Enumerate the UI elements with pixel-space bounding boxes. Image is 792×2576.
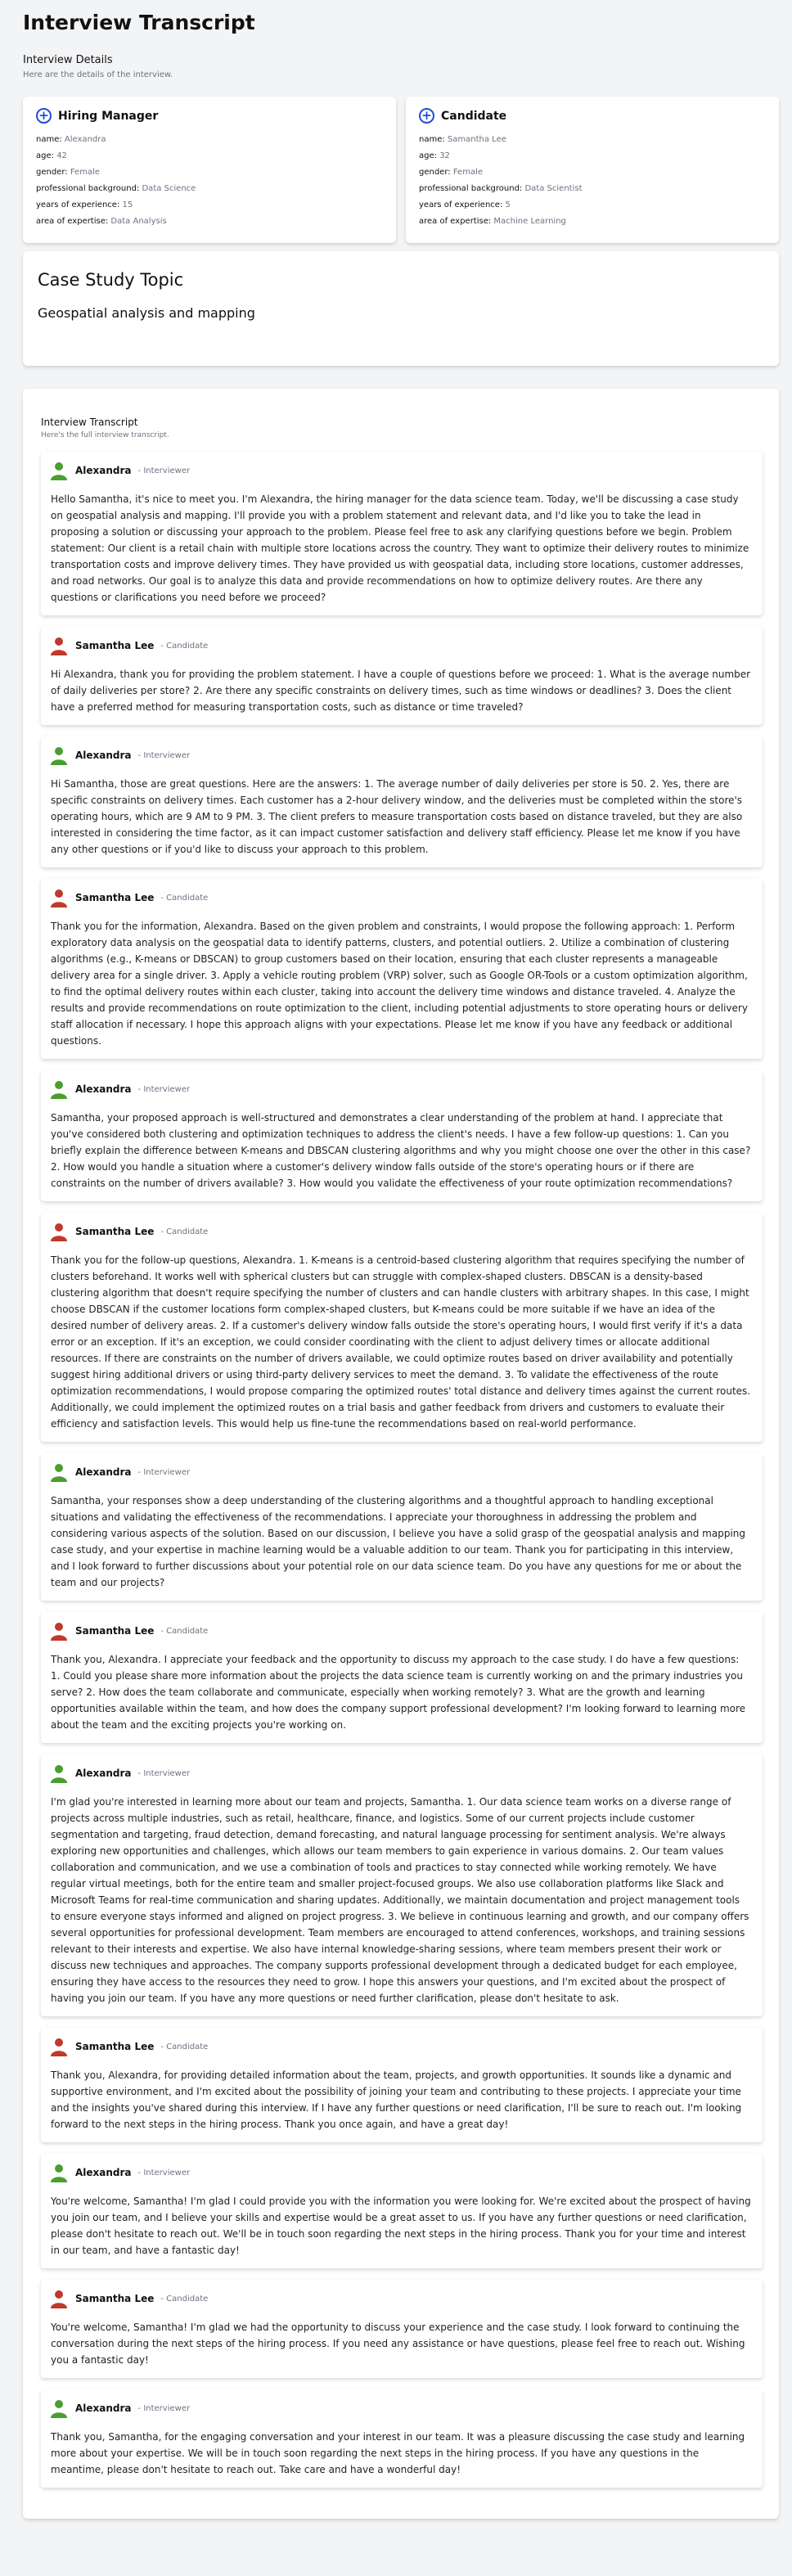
message-header xyxy=(49,2398,751,2419)
message-text: I'm glad you're interested in learning more about our team and projects, Samantha. 1. Our data science team works on a diverse range of projects across multiple industries, such as retail, healthcare, finance, and logistics. Some of our current projects include customer segmentation and targeting, fraud detection, demand forecasting, and natural language processing for sentiment analysis. We're always exploring new opportunities and challenges, which allows our team members to gain experience in various domains. 2. Our team values collaboration and communication, and we use a combination of tools and practices to stay connected while working remotely. We have regular virtual meetings, both for the entire team and smaller project-focused groups. We also use collaboration platforms like Slack and Microsoft Teams for real-time communication and sharing updates. Additionally, we maintain documentation and project management tools to ensure everyone stays informed and aligned on project progress. 3. We believe in continuous learning and growth, and our company offers several opportunities for professional development. Team members are encouraged to attend conferences, workshops, and training sessions relevant to their interests and expertise. We also have internal knowledge-sharing sessions, where team members present their work or discuss new techniques and approaches. The company supports professional development through a dedicated budget for each employee, ensuring they have access to the resources they need to grow. I hope this answers your questions, and I'm excited about the prospect of having you join our team. If you have any more questions or need further clarification, please don't hesitate to ask. xyxy=(51,1796,749,2004)
message xyxy=(41,736,763,867)
speaker-name: Alexandra xyxy=(75,2403,132,2414)
case-study-topic: Geospatial analysis and mapping xyxy=(38,305,255,321)
speaker-name: Alexandra xyxy=(75,1466,132,1478)
message-header xyxy=(49,2162,751,2183)
user-avatar-icon xyxy=(49,2037,69,2056)
attribute-label: age: xyxy=(36,151,54,160)
user-avatar-icon xyxy=(49,1222,69,1241)
attribute-value: Data Scientist xyxy=(524,184,583,193)
attribute-label: gender: xyxy=(419,168,451,177)
message xyxy=(41,452,763,615)
speaker-name: Samantha Lee xyxy=(75,1226,155,1237)
message-header xyxy=(49,1079,751,1100)
attribute-list xyxy=(36,132,383,230)
speaker-role: - Interviewer xyxy=(137,466,191,475)
speaker-name: Samantha Lee xyxy=(75,2293,155,2304)
user-avatar-icon xyxy=(49,1462,69,1482)
message xyxy=(41,1213,763,1442)
attribute-label: professional background: xyxy=(36,184,140,193)
case-study-card xyxy=(23,251,779,366)
message-text: Thank you, Samantha, for the engaging conversation and your interest in our team. It was a pleasure discussing the case study and learning more about your expertise. We will be in touch soon regarding the next steps in the hiring process. If you have any questions in the meantime, please don't hesitate to reach out. Take care and have a wonderful day! xyxy=(51,2431,745,2475)
attribute-experience xyxy=(419,197,766,214)
message xyxy=(41,627,763,725)
user-avatar-icon xyxy=(49,745,69,765)
attribute-value: Data Science xyxy=(142,184,196,193)
attribute-value: Machine Learning xyxy=(493,217,566,226)
user-avatar-icon xyxy=(49,461,69,480)
user-avatar-icon xyxy=(49,2163,69,2182)
user-avatar-icon xyxy=(49,636,69,655)
message-header xyxy=(49,745,751,766)
speaker-role: - Interviewer xyxy=(137,2168,191,2177)
speaker-name: Samantha Lee xyxy=(75,1625,155,1637)
message xyxy=(41,879,763,1059)
speaker-name: Samantha Lee xyxy=(75,2041,155,2052)
attribute-name xyxy=(36,132,383,148)
attribute-value: Data Analysis xyxy=(110,217,167,226)
message-text: Hi Samantha, those are great questions. Here are the answers: 1. The average number of daily deliveries per store is 50. 2. Yes, there are specific constraints on delivery times. Each customer has a 2-hour delivery window, and the deliveries must be completed within the store's operating hours, which are 9 AM to 9 PM. 3. The client prefers to measure transportation costs based on distance traveled, but they are also interested in considering the time factor, as it can impact customer satisfaction and delivery staff efficiency. Please let me know if you have any other questions or if you'd like to discuss your approach to this problem. xyxy=(51,778,743,855)
message-text: Thank you, Alexandra, for providing detailed information about the team, projects, and growth opportunities. It sounds like a dynamic and supportive environment, and I'm excited about the possibility of joining your team and contributing to these projects. I appreciate your time and the insights you've shared during this interview. If I have any further questions or need clarification, I'll be sure to reach out. I'm looking forward to the next steps in the hiring process. Thank you once again, and have a great day! xyxy=(51,2069,742,2130)
speaker-name: Alexandra xyxy=(75,465,132,476)
attribute-value: 32 xyxy=(439,151,450,160)
attribute-value: Female xyxy=(452,168,484,177)
speaker-role: - Interviewer xyxy=(137,1768,191,1778)
speaker-name: Alexandra xyxy=(75,1768,132,1779)
attribute-value: Female xyxy=(70,168,101,177)
attribute-value: 15 xyxy=(122,200,133,209)
message-list xyxy=(41,452,763,2488)
message-text: Samantha, your proposed approach is well-structured and demonstrates a clear understanding of the problem at hand. I appreciate that you've considered both clustering and optimization techniques to address the client's needs. I have a few follow-up questions: 1. Can you briefly explain the difference between K-means and DBSCAN clustering algorithms and why you might choose one over the other in this case? 2. How would you handle a situation where a customer's delivery window falls outside of the store's operating hours or if there are constraints on the number of drivers available? 3. How would you validate the effectiveness of your route optimization recommendations? xyxy=(51,1112,751,1189)
user-avatar-icon xyxy=(49,1621,69,1641)
message-header xyxy=(49,1221,751,1242)
message-header xyxy=(49,460,751,481)
details-subtitle: Here are the details of the interview. xyxy=(23,70,173,79)
message xyxy=(41,1612,763,1743)
speaker-name: Samantha Lee xyxy=(75,640,155,651)
attribute-age xyxy=(36,148,383,164)
attribute-label: age: xyxy=(419,151,437,160)
profile-role: Candidate xyxy=(441,109,507,123)
profile-role: Hiring Manager xyxy=(58,109,159,123)
attribute-label: years of experience: xyxy=(36,200,120,209)
speaker-name: Alexandra xyxy=(75,2167,132,2178)
profile-header xyxy=(419,108,766,124)
message-text: Thank you, Alexandra. I appreciate your feedback and the opportunity to discuss my approach to the case study. I do have a few questions: 1. Could you please share more information about the projects the data science team is currently working on and the primary industries you serve? 2. How does the team collaborate and communicate, especially when working remotely? 3. What are the growth and learning opportunities available within the team, and how does the company support professional development? I'm looking forward to learning more about the team and the exciting projects you're working on. xyxy=(51,1654,746,1731)
attribute-value: Samantha Lee xyxy=(447,135,506,144)
attribute-list xyxy=(419,132,766,230)
attribute-age xyxy=(419,148,766,164)
message-header xyxy=(49,1620,751,1642)
speaker-name: Alexandra xyxy=(75,750,132,761)
transcript-subtitle: Here's the full interview transcript. xyxy=(41,431,169,439)
attribute-value: 5 xyxy=(505,200,511,209)
speaker-role: - Candidate xyxy=(160,893,209,903)
message-header xyxy=(49,887,751,908)
speaker-role: - Candidate xyxy=(160,1626,209,1636)
attribute-expertise xyxy=(36,214,383,230)
page-title: Interview Transcript xyxy=(23,11,255,34)
profile-header xyxy=(36,108,383,124)
attribute-background xyxy=(36,181,383,197)
message-text: Hello Samantha, it's nice to meet you. I'm Alexandra, the hiring manager for the data science team. Today, we'll be discussing a case study on geospatial analysis and mapping. I'll provide you with a problem statement and relevant data, and I'd like you to take the lead in proposing a solution or discussing your approach to the problem. Please feel free to ask any clarifying questions before we begin. Problem statement: Our client is a retail chain with multiple store locations across the country. They want to optimize their delivery routes to minimize transportation costs and improve delivery times. They have provided us with geospatial data, including store locations, customer addresses, and road networks. Our goal is to analyze this data and provide recommendations on how to optimize delivery routes. Are there any questions or clarifications you need before we proceed? xyxy=(51,493,749,603)
transcript-title: Interview Transcript xyxy=(41,417,138,428)
speaker-name: Samantha Lee xyxy=(75,892,155,903)
message-header xyxy=(49,635,751,656)
attribute-label: professional background: xyxy=(419,184,523,193)
user-avatar-icon xyxy=(49,1763,69,1783)
attribute-label: years of experience: xyxy=(419,200,503,209)
attribute-label: area of expertise: xyxy=(36,217,109,226)
transcript-card xyxy=(23,389,779,2519)
attribute-value: 42 xyxy=(56,151,67,160)
speaker-role: - Interviewer xyxy=(137,1084,191,1094)
attribute-label: area of expertise: xyxy=(419,217,492,226)
hiring-manager-card xyxy=(23,97,396,243)
message xyxy=(41,2280,763,2378)
attribute-background xyxy=(419,181,766,197)
speaker-role: - Interviewer xyxy=(137,2403,191,2413)
attribute-label: gender: xyxy=(36,168,68,177)
candidate-card xyxy=(406,97,779,243)
message-text: Hi Alexandra, thank you for providing the problem statement. I have a couple of questions before we proceed: 1. What is the average number of daily deliveries per store? 2. Are there any specific constraints on delivery times, such as time windows or deadlines? 3. Does the client have a preferred method for measuring transportation costs, such as distance or time traveled? xyxy=(51,669,751,713)
user-avatar-icon xyxy=(49,888,69,907)
message xyxy=(41,1453,763,1601)
message-header xyxy=(49,2036,751,2057)
attribute-gender xyxy=(36,164,383,181)
message xyxy=(41,2028,763,2142)
speaker-role: - Interviewer xyxy=(137,750,191,760)
attribute-expertise xyxy=(419,214,766,230)
message-text: You're welcome, Samantha! I'm glad we had the opportunity to discuss your experience and the case study. I look forward to continuing the conversation during the next steps of the hiring process. If you need any assistance or have questions, please feel free to reach out. Wishing you a fantastic day! xyxy=(51,2322,745,2366)
message xyxy=(41,1754,763,2016)
speaker-name: Alexandra xyxy=(75,1083,132,1095)
message-text: Samantha, your responses show a deep understanding of the clustering algorithms and a thoughtful approach to handling exceptional situations and validating the effectiveness of the recommendations. I appreciate your thoroughness in addressing the problem and considering various aspects of the solution. Based on our discussion, I believe you have a solid grasp of the geospatial analysis and mapping case study, and your expertise in machine learning would be a valuable addition to our team. Thank you for participating in this interview, and I look forward to further discussions about your potential role on our data science team. Do you have any questions for me or about the team and our projects? xyxy=(51,1495,746,1588)
message-header xyxy=(49,1461,751,1483)
attribute-experience xyxy=(36,197,383,214)
attribute-label: name: xyxy=(36,135,62,144)
attribute-name xyxy=(419,132,766,148)
speaker-role: - Candidate xyxy=(160,2294,209,2304)
message-text: You're welcome, Samantha! I'm glad I could provide you with the information you were looking for. We're excited about the prospect of having you join our team, and I believe your skills and expertise would be a great asset to us. If you have any further questions or need clarification, please don't hesitate to reach out. We'll be in touch soon regarding the next steps in the hiring process. Thank you for your time and interest in our team, and have a fantastic day! xyxy=(51,2195,751,2256)
message xyxy=(41,1070,763,1201)
user-avatar-icon xyxy=(49,2289,69,2308)
attribute-gender xyxy=(419,164,766,181)
speaker-role: - Candidate xyxy=(160,641,209,651)
plus-circle-icon: + xyxy=(36,108,52,124)
message xyxy=(41,2154,763,2268)
profile-row xyxy=(23,97,779,243)
details-title: Interview Details xyxy=(23,54,113,66)
message-header xyxy=(49,1763,751,1784)
case-study-heading: Case Study Topic xyxy=(38,270,184,290)
message-text: Thank you for the information, Alexandra. Based on the given problem and constraints, I would propose the following approach: 1. Perform exploratory data analysis on the geospatial data to identify patterns, clusters, and potential outliers. 2. Utilize a combination of clustering algorithms (e.g., K-means or DBSCAN) to group customers based on their location, ensuring that each cluster represents a manageable delivery area for a single driver. 3. Apply a vehicle routing problem (VRP) solver, such as Google OR-Tools or a custom optimization algorithm, to find the optimal delivery routes within each cluster, taking into account the delivery time windows and distance traveled. 4. Analyze the results and provide recommendations on route optimization to the client, including potential adjustments to store operating hours or delivery staff allocation if necessary. I hope this approach aligns with your expectations. Please let me know if you have any feedback or additional questions. xyxy=(51,921,748,1047)
speaker-role: - Candidate xyxy=(160,1227,209,1236)
plus-circle-icon: + xyxy=(419,108,434,124)
attribute-value: Alexandra xyxy=(64,135,106,144)
user-avatar-icon xyxy=(49,1079,69,1099)
message xyxy=(41,2389,763,2488)
user-avatar-icon xyxy=(49,2398,69,2418)
attribute-label: name: xyxy=(419,135,445,144)
message-text: Thank you for the follow-up questions, Alexandra. 1. K-means is a centroid-based clustering algorithm that requires specifying the number of clusters beforehand. It works well with spherical clusters but can struggle with complex-shaped clusters. DBSCAN is a density-based clustering algorithm that doesn't require specifying the number of clusters and can handle clusters with arbitrary shapes. In this case, I might choose DBSCAN if the customer locations form complex-shaped clusters, but K-means could be more suitable if we have an idea of the desired number of delivery areas. 2. If a customer's delivery window falls outside the store's operating hours, I would first verify if it's a data error or an exception. If it's an exception, we could consider coordinating with the client to adjust delivery times or allocate additional resources. If there are constraints on the number of drivers available, we could optimize routes based on driver availability and potentially suggest hiring additional drivers or using third-party delivery services to meet the demand. 3. To validate the effectiveness of the route optimization recommendations, I would propose comparing the optimized routes' total distance and delivery times against the current routes. Additionally, we could implement the optimized routes on a trial basis and gather feedback from drivers and customers to evaluate their efficiency and satisfaction levels. This would help us fine-tune the recommendations based on real-world performance. xyxy=(51,1254,751,1430)
message-header xyxy=(49,2288,751,2309)
speaker-role: - Candidate xyxy=(160,2042,209,2051)
speaker-role: - Interviewer xyxy=(137,1467,191,1477)
